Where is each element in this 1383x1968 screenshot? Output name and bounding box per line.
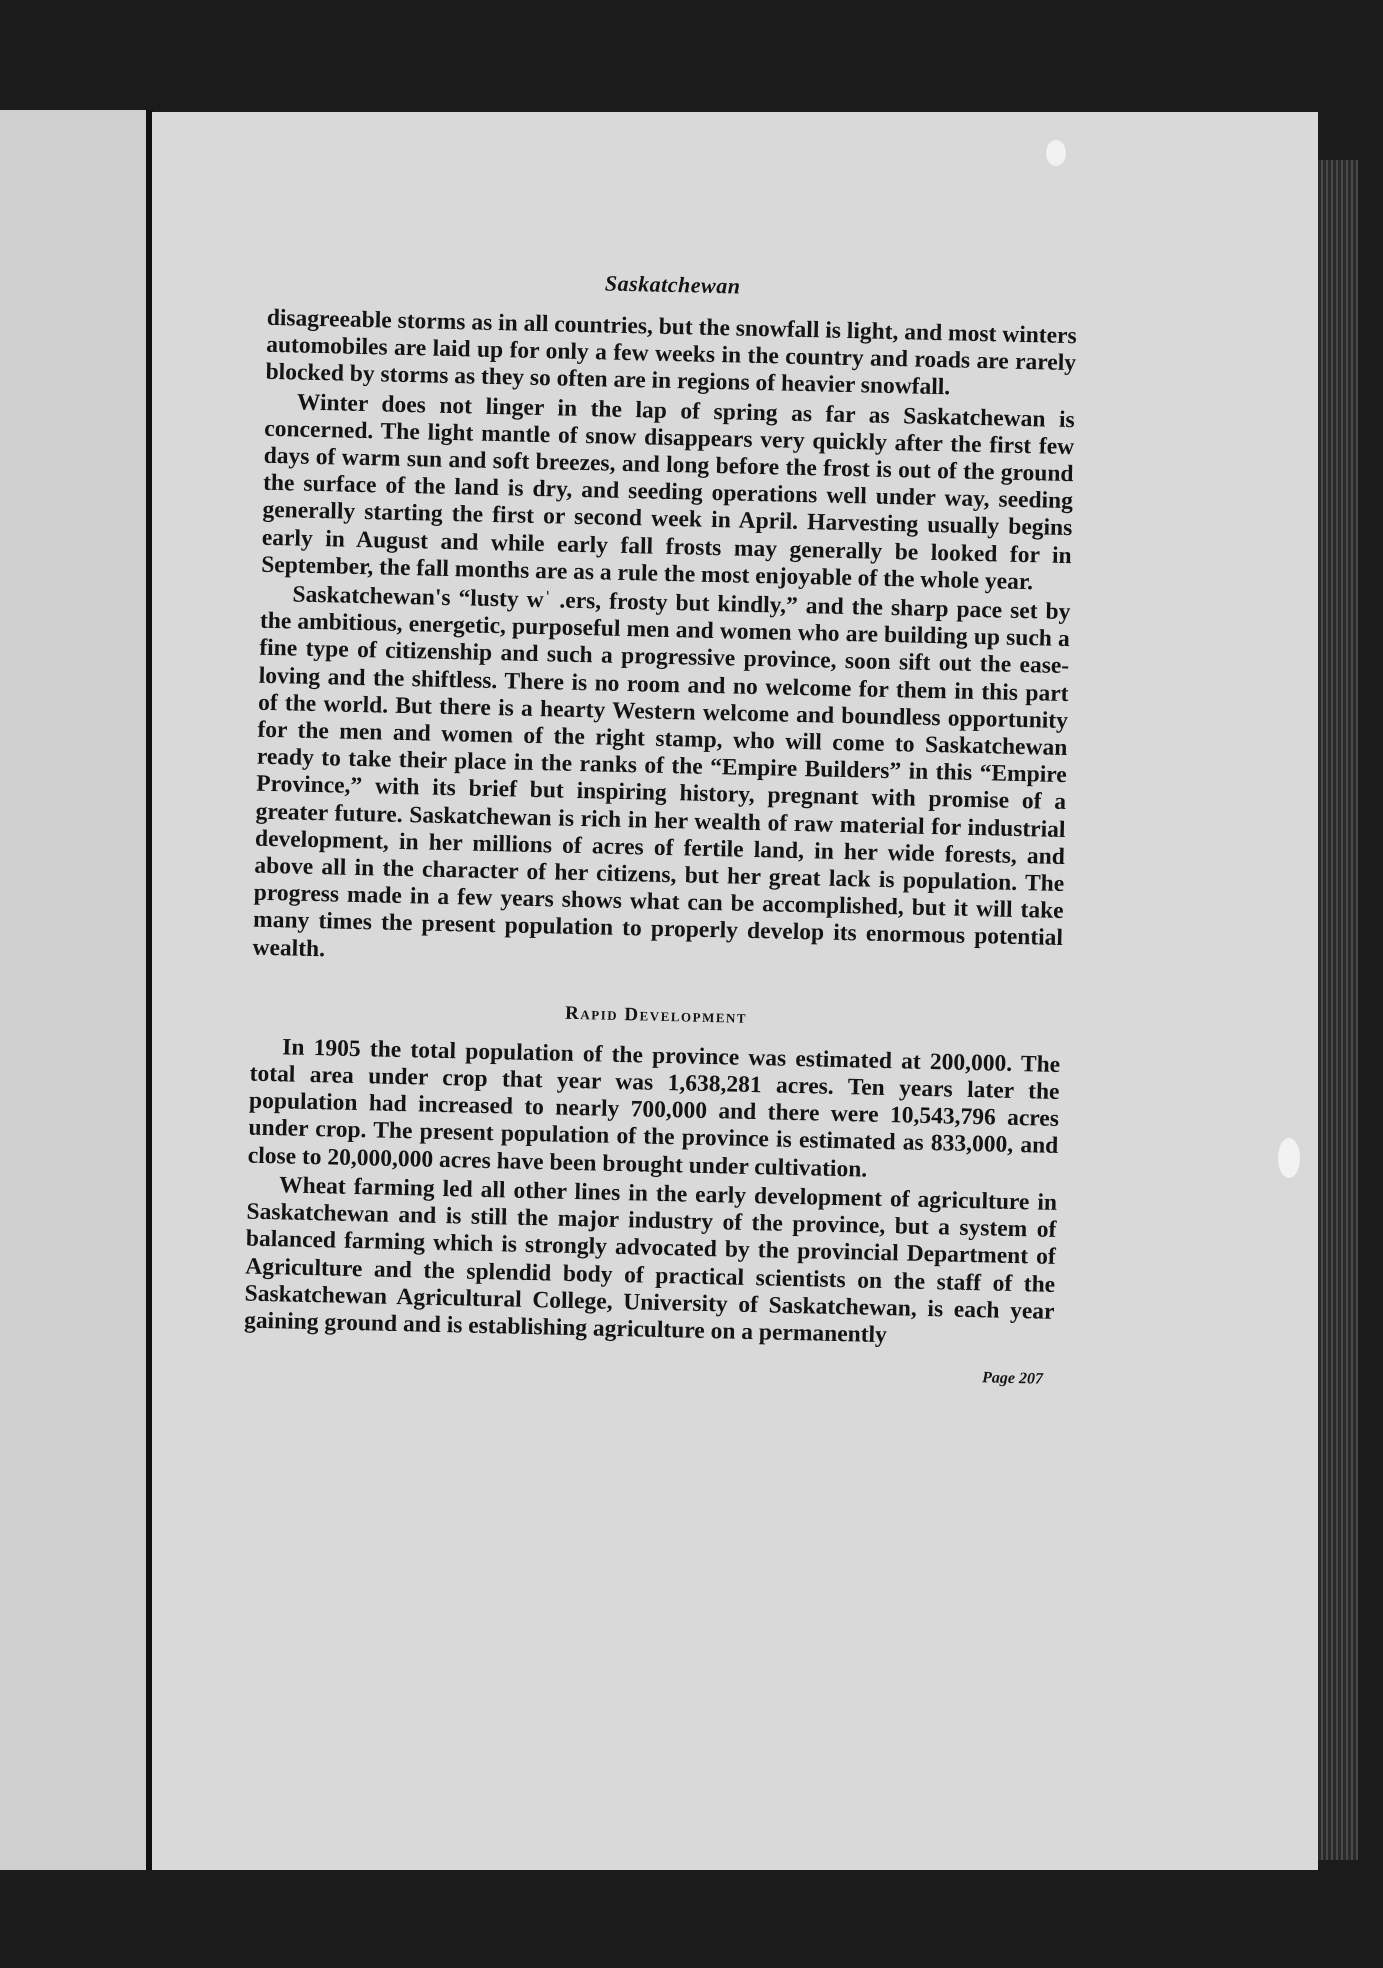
paragraph: Saskatchewan's “lusty wˈ .ers, frosty but kindly,” and the sharp pace set by the ambitious, energetic, purposeful men and women who are building up such a fine type of citizenship and such a progressive province, soon sift out the ease-loving and the shiftless. There is no room and no welcome for them in this part of the world. But there is a hearty Western welcome and boundless opportunity for the men and women of the right stamp, who will come to Saskatchewan ready to take their place in the ranks of the “Empire Builders” in this “Empire Province,” with its brief but inspiring history, pregnant with promise of a greater future. Saskatchewan is rich in her wealth of raw material for industrial development, in her millions of acres of fertile land, in her wide forests, and above all in the character of her citizens, but her great lack is population. The progress made in a few years shows what can be accomplished, but it will take many times the present population to properly develop its enormous potential wealth. — [252, 581, 1071, 962]
page-content — [243, 263, 1078, 1389]
page-stack-edge — [1318, 160, 1358, 1860]
paragraph: Winter does not linger in the lap of spring as far as Saskatchewan is concerned. The light mantle of snow disappears very quickly after the first few days of warm sun and soft breezes, and long before the frost is out of the ground the surface of the land is dry, and seeding operations well under way, seeding generally starting the first or second week in April. Harvesting usually begins early in August and while early fall frosts may generally be looked for in September, the fall months are as a rule the most enjoyable of the whole year. — [260, 389, 1076, 596]
running-head: Saskatchewan — [604, 270, 741, 299]
paragraph: Wheat farming led all other lines in the early development of agriculture in Saskatchewan and is still the major industry of the province, but a system of balanced farming which is strongly advocated by the provincial Department of Agriculture and the splendid body of practical scientists on the staff of the Saskatchewan Agricultural College, University of Saskatchewan, is each year gaining ground and is establishing agriculture on a permanently — [243, 1172, 1058, 1349]
scan-speck — [1278, 1138, 1300, 1178]
paragraph: disagreeable storms as in all countries, but the snowfall is light, and most winters automobiles are laid up for only a few weeks in the country and roads are rarely blocked by storms as they so often are in regions of heavier snowfall. — [265, 304, 1077, 401]
paragraph: In 1905 the total population of the province was estimated at 200,000. The total area under crop that year was 1,638,281 acres. Ten years later the population had increased to nearly 700,000 and there were 10,543,796 acres under crop. The present population of the province is estimated as 833,000, and close to 20,000,000 acres have been brought under cultivation. — [247, 1034, 1061, 1183]
facing-page-edge — [0, 110, 152, 1870]
section-heading: Rapid Development — [564, 1002, 748, 1028]
scan-speck — [1046, 140, 1066, 166]
page-number: Page 207 — [981, 1369, 1044, 1388]
